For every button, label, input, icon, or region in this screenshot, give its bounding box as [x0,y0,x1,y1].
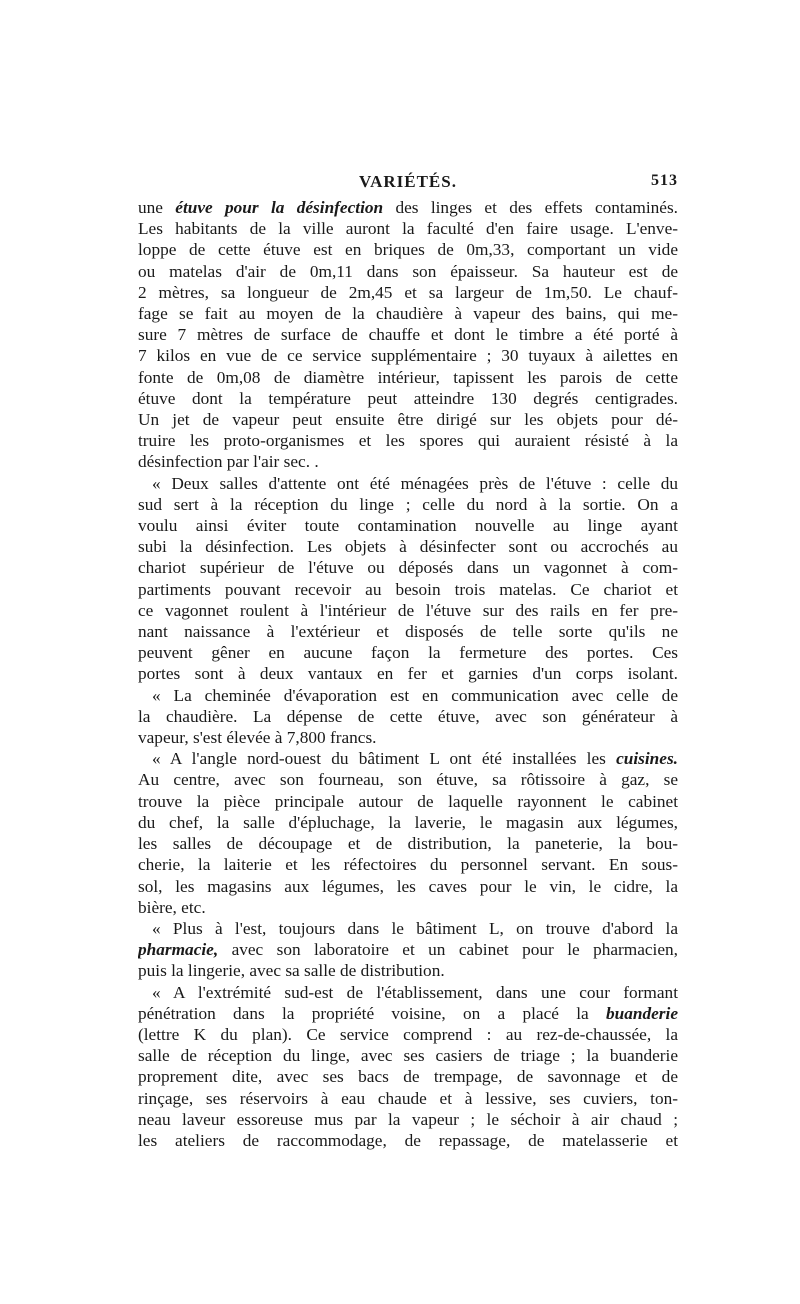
text-line: sol, les magasins aux légumes, les caves pour le vin, le cidre, la [138,876,678,896]
text-line: 2 mètres, sa longueur de 2m,45 et sa largeur de 1m,50. Le chauf- [138,282,678,302]
text-line: Les habitants de la ville auront la faculté d'en faire usage. L'enve- [138,219,678,239]
text-line: subi la désinfection. Les objets à désinfecter sont ou accrochés au [138,537,678,557]
text-line [138,748,678,769]
emphasized-term: buanderie [605,1003,678,1023]
text-line: bière, etc. [138,897,206,917]
text-segment: des linges et des effets contaminés. [383,198,678,217]
text-line: « Plus à l'est, toujours dans le bâtiment L, on trouve d'abord la [152,918,678,938]
text-line [138,1003,678,1024]
text-segment: « A l'angle nord-ouest du bâtiment L ont été installées les [152,749,617,769]
emphasized-term: pharmacie, [138,940,219,960]
text-line: sud sert à la réception du linge ; celle du nord à la sortie. On a [138,494,678,514]
page-header [138,168,678,196]
text-line: (lettre K du plan). Ce service comprend : au rez-de-chaussée, la [138,1024,678,1044]
text-line: vapeur, s'est élevée à 7,800 francs. [138,728,377,748]
text-line: chariot supérieur de l'étuve ou déposés dans un vagonnet à com- [138,558,678,578]
text-line: salle de réception du linge, avec ses casiers de triage ; la buanderie [138,1046,678,1066]
text-line: les ateliers de raccommodage, de repassage, de matelasserie et [138,1130,678,1150]
text-line: trouve la pièce principale autour de laquelle rayonnent le cabinet [138,791,678,811]
text-line: fage se fait au moyen de la chaudière à vapeur des bains, qui me- [138,304,678,324]
text-line: ou matelas d'air de 0m,11 dans son épaisseur. Sa hauteur est de [138,261,678,281]
text-line: partiments pouvant recevoir au besoin trois matelas. Ce chariot et [138,579,678,599]
text-line: peuvent gêner en aucune façon la fermeture des portes. Ces [138,643,678,663]
text-line: cherie, la laiterie et les réfectoires du personnel servant. En sous- [138,855,678,875]
text-line: loppe de cette étuve est en briques de 0m,33, comportant un vide [138,240,678,260]
text-line: neau laveur essoreuse mus par la vapeur ; le séchoir à air chaud ; [138,1109,678,1129]
emphasized-term: étuve pour la désinfection [175,198,384,217]
text-line: rinçage, ses réservoirs à eau chaude et à lessive, ses cuviers, ton- [138,1088,678,1108]
text-line: truire les proto-organismes et les spores qui auraient résisté à la [138,431,678,451]
text-line: portes sont à deux vantaux en fer et garnies d'un corps isolant. [138,664,678,684]
text-line: « Deux salles d'attente ont été ménagées près de l'étuve : celle du [152,473,678,493]
body-text [138,197,678,1151]
text-line: « A l'extrémité sud-est de l'établissement, dans une cour formant [152,982,678,1002]
text-line [138,197,678,218]
text-line: proprement dite, avec ses bacs de trempage, de savonnage et de [138,1067,678,1087]
text-line: nant naissance à l'extérieur et disposés de telle sorte qu'ils ne [138,622,678,642]
text-line: du chef, la salle d'épluchage, la laverie, le magasin aux légumes, [138,812,678,832]
text-segment: pénétration dans la propriété voisine, on a placé la [138,1003,606,1023]
text-line: puis la lingerie, avec sa salle de distribution. [138,961,445,981]
text-line: « La cheminée d'évaporation est en communication avec celle de [152,685,678,705]
text-line: sure 7 mètres de surface de chauffe et dont le timbre a été porté à [138,325,678,345]
text-segment: avec son laboratoire et un cabinet pour le pharmacien, [218,940,678,960]
text-line: la chaudière. La dépense de cette étuve, avec son générateur à [138,706,678,726]
text-line: les salles de découpage et de distribution, la paneterie, la bou- [138,834,678,854]
running-title: VARIÉTÉS. [359,172,457,191]
text-line: étuve dont la température peut atteindre 130 degrés centigrades. [138,388,678,408]
page-number: 513 [651,172,678,189]
text-line: Un jet de vapeur peut ensuite être dirigé sur les objets pour dé- [138,410,678,430]
text-line: désinfection par l'air sec. . [138,452,319,472]
emphasized-term: cuisines. [616,749,678,769]
text-line: fonte de 0m,08 de diamètre intérieur, tapissent les parois de cette [138,367,678,387]
text-line: voulu ainsi éviter toute contamination nouvelle au linge ayant [138,516,678,536]
text-line: Au centre, avec son fourneau, son étuve, sa rôtissoire à gaz, se [138,770,678,790]
text-line: 7 kilos en vue de ce service supplémentaire ; 30 tuyaux à ailettes en [138,346,678,366]
text-line [138,939,678,960]
text-line: ce vagonnet roulent à l'intérieur de l'étuve sur des rails en fer pre- [138,600,678,620]
text-segment: une [138,198,176,217]
